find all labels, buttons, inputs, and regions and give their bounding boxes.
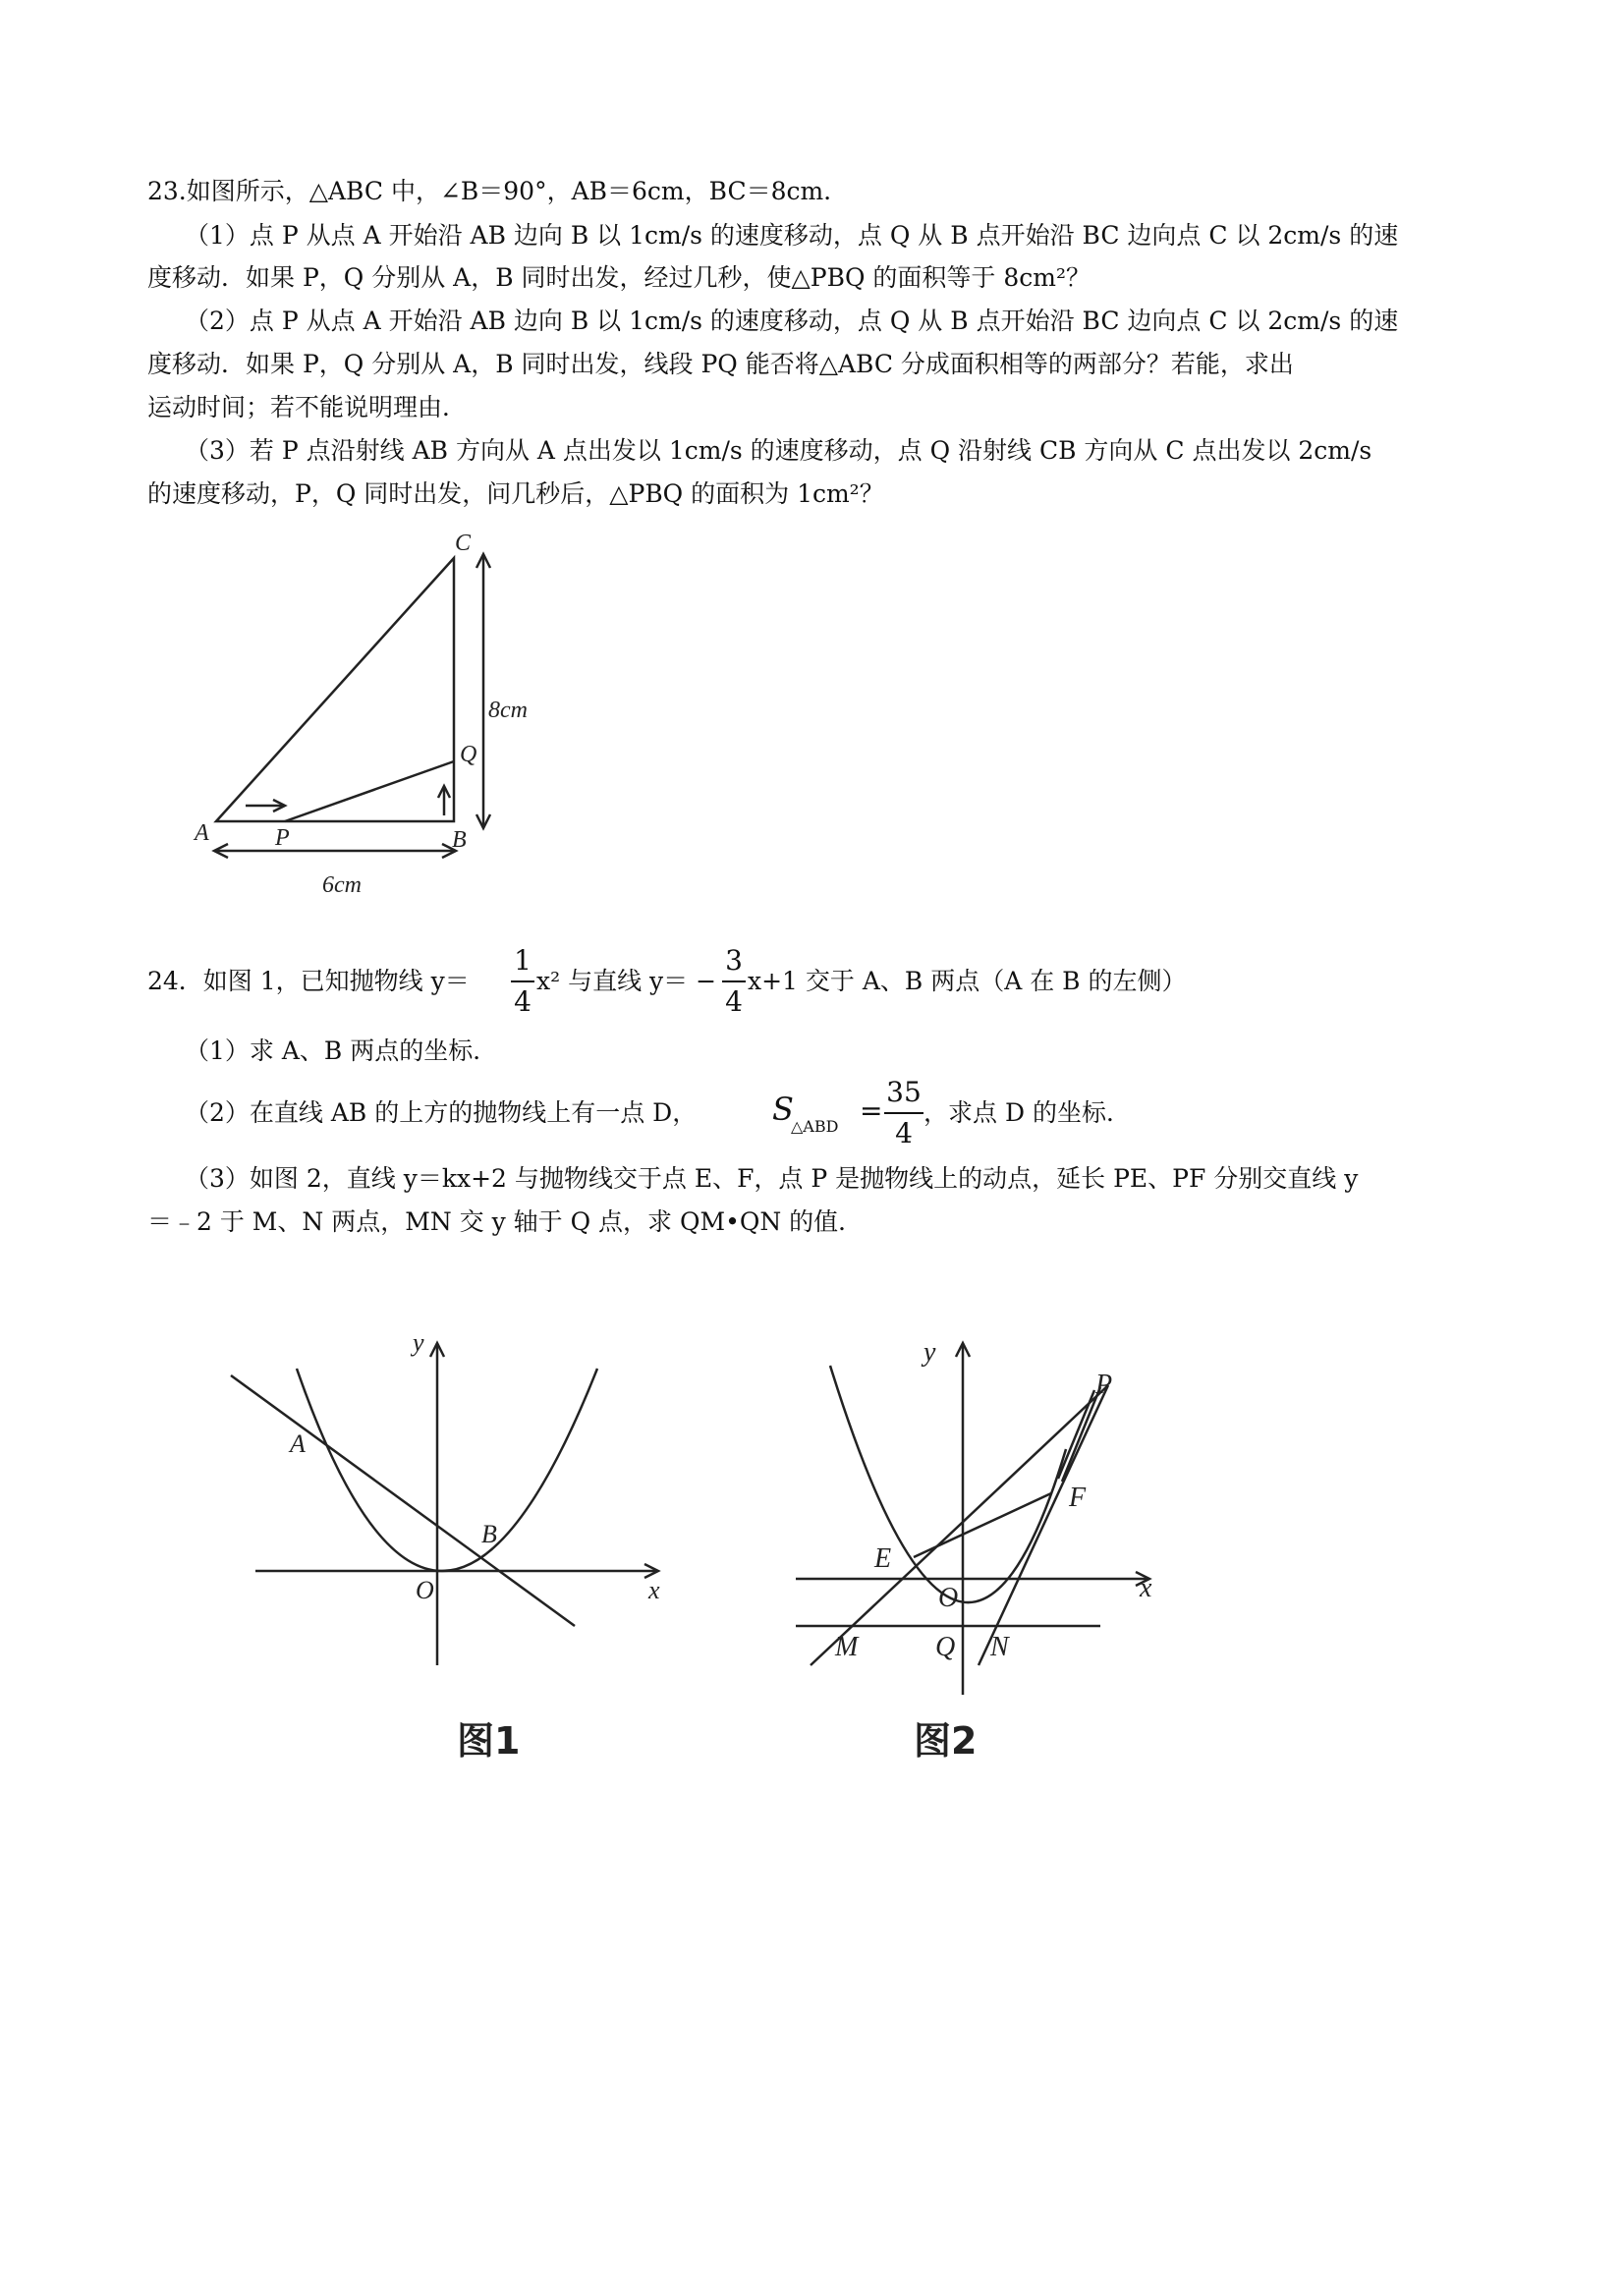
q23-part2-line1: （2）点 P 从点 A 开始沿 AB 边向 B 以 1cm/s 的速度移动，点 Q 从 B 点开始沿 BC 边向点 C 以 2cm/s 的速 (185, 307, 1399, 335)
q24-part2-prefix: （2）在直线 AB 的上方的抛物线上有一点 D， (185, 1098, 698, 1127)
fig2-parabola (830, 1366, 1066, 1602)
label-c: C (455, 531, 472, 556)
fig1-line (231, 1375, 575, 1626)
fig1-label-b: B (481, 1520, 497, 1548)
fig2-label-p: P (1095, 1370, 1113, 1400)
fig2-label-y: y (923, 1337, 936, 1368)
q24-frac1-den: 4 (514, 985, 532, 1018)
fig2-label-f: F (1069, 1483, 1087, 1513)
q24-title-prefix: 24．如图 1，已知抛物线 y＝ (147, 967, 470, 995)
label-8cm: 8cm (488, 698, 528, 723)
fig1-parabola (297, 1369, 597, 1571)
q24-frac2-num: 3 (725, 944, 743, 977)
q23-part3-line2: 的速度移动，P，Q 同时出发，问几秒后，△PBQ 的面积为 1cm²？ (147, 479, 884, 508)
fig1-label-y: y (413, 1328, 424, 1357)
q23-triangle-figure (177, 521, 589, 914)
q24-frac1-num: 1 (514, 944, 532, 977)
q24-title-suffix: x+1 交于 A、B 两点（A 在 B 的左侧） (748, 967, 1187, 995)
q24-frac2-den: 4 (725, 985, 743, 1018)
q24-part2-suffix: ，求点 D 的坐标． (923, 1098, 1131, 1127)
q24-frac1-bar (511, 980, 534, 982)
q24-part2-frac-bar (884, 1112, 923, 1114)
q24-frac2-bar (722, 980, 746, 982)
q23-part2-line3: 运动时间；若不能说明理由． (147, 393, 468, 421)
q23-part1-line2: 度移动．如果 P，Q 分别从 A，B 同时出发，经过几秒，使△PBQ 的面积等于 8cm²？ (147, 263, 1091, 292)
fig2-label-q: Q (935, 1632, 956, 1662)
q24-title-mid: x² 与直线 y＝ − (536, 967, 717, 995)
fig2-label-m: M (835, 1632, 859, 1662)
fig2-caption: 图2 (914, 1719, 978, 1763)
fig2-line-pn (979, 1385, 1108, 1665)
fig2-line-pm (811, 1385, 1108, 1665)
q23-part3-line1: （3）若 P 点沿射线 AB 方向从 A 点出发以 1cm/s 的速度移动，点 Q 沿射线 CB 方向从 C 点出发以 2cm/s (185, 436, 1372, 465)
label-p: P (275, 825, 290, 851)
triangle-abc (216, 558, 454, 821)
q23-title: 23.如图所示，△ABC 中，∠B＝90°，AB＝6cm，BC＝8cm． (147, 177, 849, 205)
fig2-label-x: x (1140, 1573, 1152, 1603)
label-6cm: 6cm (322, 872, 362, 898)
q24-figure-1 (216, 1321, 678, 1778)
q24-figure-2 (776, 1321, 1189, 1778)
segment-pq (285, 761, 454, 821)
label-b: B (452, 827, 467, 853)
q24-part1: （1）求 A、B 两点的坐标． (185, 1036, 498, 1065)
q24-part3-line1: （3）如图 2，直线 y＝kx+2 与抛物线交于点 E、F，点 P 是抛物线上的动点，延长 PE、PF 分别交直线 y (185, 1164, 1359, 1193)
fig1-label-a: A (290, 1429, 306, 1458)
fig1-caption: 图1 (457, 1719, 521, 1763)
fig2-label-o: O (938, 1583, 959, 1613)
q24-part3-line2: ＝﹣2 于 M、N 两点，MN 交 y 轴于 Q 点，求 QM•QN 的值． (147, 1207, 864, 1236)
q24-part2-frac-den: 4 (895, 1117, 913, 1149)
fig1-label-x: x (648, 1576, 660, 1604)
fig1-label-o: O (416, 1576, 434, 1604)
q23-part1-line1: （1）点 P 从点 A 开始沿 AB 边向 B 以 1cm/s 的速度移动，点 Q 从 B 点开始沿 BC 边向点 C 以 2cm/s 的速 (185, 221, 1399, 250)
label-a: A (195, 820, 209, 846)
q23-part2-line2: 度移动．如果 P，Q 分别从 A，B 同时出发，线段 PQ 能否将△ABC 分成面积相等的两部分？若能，求出 (147, 350, 1294, 378)
fig2-label-e: E (874, 1543, 892, 1574)
label-q: Q (460, 742, 477, 767)
q24-part2-s: S (772, 1091, 794, 1128)
q24-part2-frac-num: 35 (886, 1076, 922, 1108)
q24-part2-equals: = (860, 1094, 883, 1127)
fig2-label-n: N (990, 1632, 1009, 1662)
q24-part2-subscript: △ABD (791, 1117, 839, 1136)
